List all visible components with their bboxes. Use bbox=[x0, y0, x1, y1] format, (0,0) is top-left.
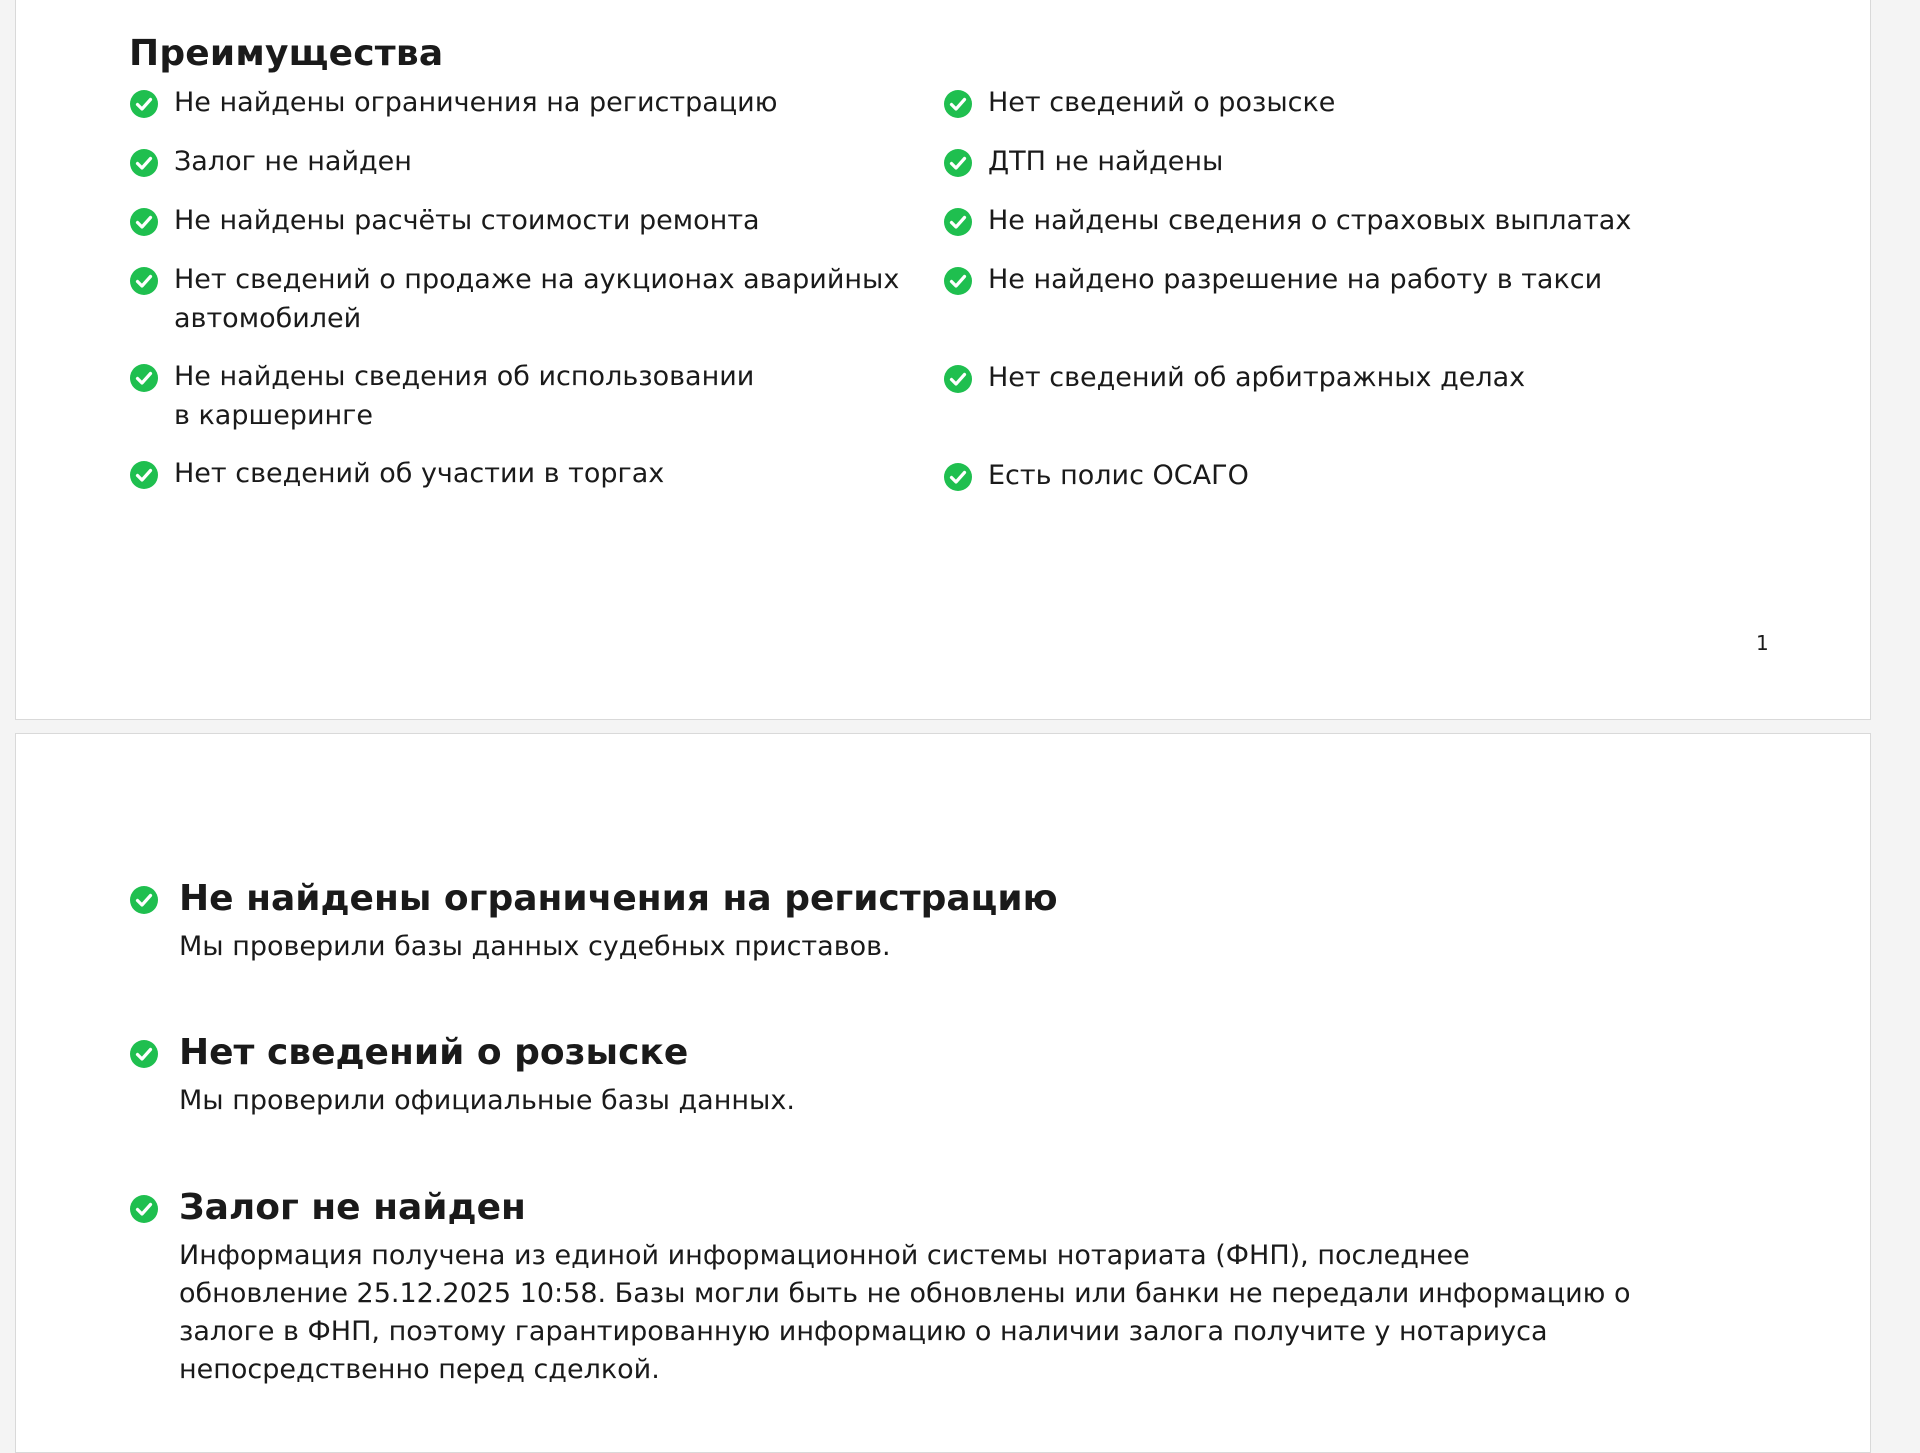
detail-title: Нет сведений о розыске bbox=[179, 1032, 689, 1073]
check-circle-icon bbox=[943, 266, 973, 296]
check-circle-icon bbox=[129, 89, 159, 119]
check-circle-icon bbox=[129, 266, 159, 296]
detail-title: Не найдены ограничения на регистрацию bbox=[179, 878, 1058, 919]
advantage-item bbox=[943, 260, 1723, 299]
detail-description: Информация получена из единой информационной системы нотариата (ФНП), последнее обновление 25.12.2025 10:58. Базы могли быть не обновлены или банки не передали информацию о залоге в ФНП, поэтому гарантированную информацию о наличии залога получите у нотариуса непосредственно перед сделкой. bbox=[179, 1240, 1631, 1385]
check-circle-icon bbox=[129, 207, 159, 237]
detail-section bbox=[129, 1183, 1729, 1389]
advantage-label: Не найдены сведения о страховых выплатах bbox=[988, 205, 1632, 236]
detail-section bbox=[129, 1028, 1729, 1120]
advantage-label: Залог не найден bbox=[174, 146, 412, 177]
advantage-item bbox=[943, 358, 1723, 397]
check-circle-icon bbox=[943, 89, 973, 119]
check-circle-icon bbox=[129, 460, 159, 490]
advantage-item bbox=[943, 83, 1723, 122]
detail-section bbox=[129, 874, 1729, 966]
advantage-label: ДТП не найдены bbox=[988, 146, 1224, 177]
check-circle-icon bbox=[943, 148, 973, 178]
check-circle-icon bbox=[943, 207, 973, 237]
advantage-item bbox=[943, 456, 1723, 495]
advantage-label: Нет сведений о розыске bbox=[988, 87, 1336, 118]
check-circle-icon bbox=[129, 363, 159, 393]
detail-title: Залог не найден bbox=[179, 1187, 526, 1228]
advantage-label: Не найдены расчёты стоимости ремонта bbox=[174, 205, 760, 236]
advantage-item bbox=[129, 357, 909, 435]
advantage-label: Не найдено разрешение на работу в такси bbox=[988, 264, 1603, 295]
check-circle-icon bbox=[129, 885, 159, 915]
advantage-item bbox=[129, 201, 909, 240]
advantage-item bbox=[129, 260, 909, 338]
advantages-title: Преимущества bbox=[129, 33, 444, 74]
advantage-item bbox=[943, 142, 1723, 181]
advantage-label: Нет сведений об участии в торгах bbox=[174, 458, 665, 489]
advantage-item bbox=[943, 201, 1723, 240]
report-page-1 bbox=[15, 0, 1871, 720]
advantage-item bbox=[129, 142, 909, 181]
advantages-list-right bbox=[943, 83, 1723, 515]
advantage-label: Нет сведений об арбитражных делах bbox=[988, 362, 1526, 393]
check-circle-icon bbox=[129, 1194, 159, 1224]
advantages-list-left bbox=[129, 83, 909, 513]
advantage-item bbox=[129, 454, 909, 493]
detail-description: Мы проверили базы данных судебных приставов. bbox=[179, 931, 891, 962]
detail-description: Мы проверили официальные базы данных. bbox=[179, 1085, 795, 1116]
advantage-item bbox=[129, 83, 909, 122]
report-page-2 bbox=[15, 733, 1871, 1453]
check-circle-icon bbox=[943, 462, 973, 492]
advantage-label: Не найдены сведения об использовании в каршеринге bbox=[174, 361, 755, 431]
page-number: 1 bbox=[1756, 631, 1769, 655]
check-circle-icon bbox=[129, 1039, 159, 1069]
advantage-label: Не найдены ограничения на регистрацию bbox=[174, 87, 778, 118]
check-circle-icon bbox=[943, 364, 973, 394]
check-circle-icon bbox=[129, 148, 159, 178]
advantage-label: Нет сведений о продаже на аукционах аварийных автомобилей bbox=[174, 264, 900, 334]
advantage-label: Есть полис ОСАГО bbox=[988, 460, 1249, 491]
